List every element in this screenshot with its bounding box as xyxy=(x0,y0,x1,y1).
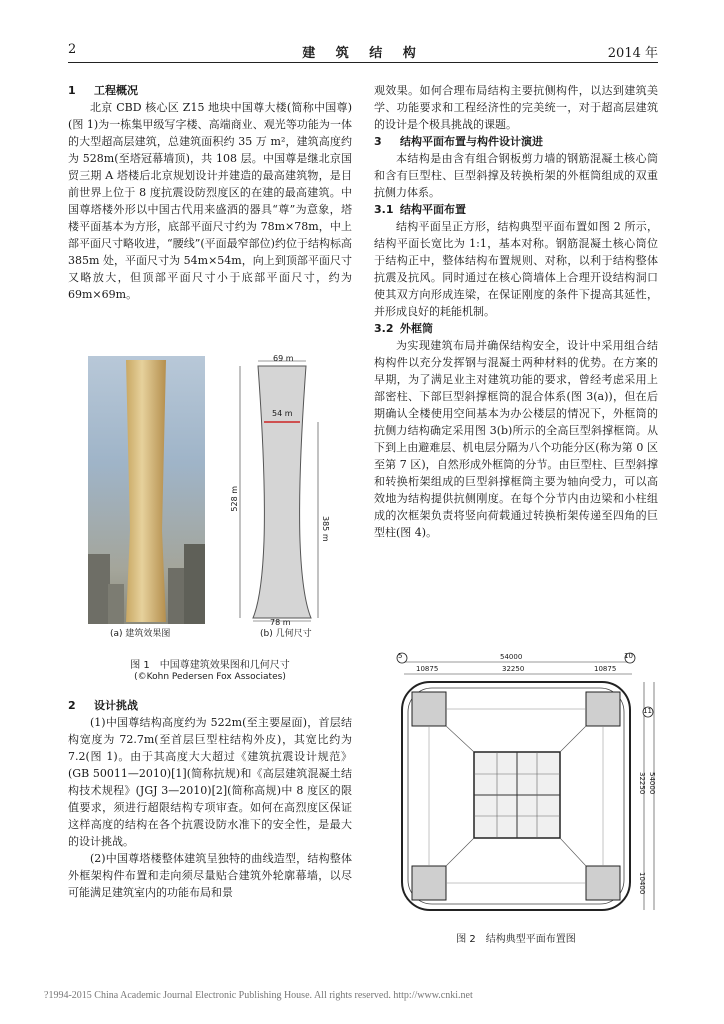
dim-waist: 54 m xyxy=(272,409,293,418)
figure-2-plan xyxy=(382,652,660,922)
left-column-bottom xyxy=(68,697,352,901)
dim-c: 10875 xyxy=(594,665,617,673)
rendering-image xyxy=(88,356,205,624)
dim-top: 69 m xyxy=(273,354,294,363)
continued-paragraph: 观效果。如何合理布局结构主要抗侧构件，以达到建筑美学、功能要求和工程经济性的完美统一，对于超高层建筑的设计是个极具挑战的课题。 xyxy=(374,84,658,131)
section-2-paragraph-2: (2)中国尊塔楼整体建筑呈独特的曲线造型，结构整体外框架构件布置和走向须尽量贴合建筑外轮廓幕墙，以尽可能满足建筑室内的功能布局和景 xyxy=(68,852,352,899)
grid-5: 5 xyxy=(398,652,403,660)
right-column xyxy=(374,82,658,541)
dim-b: 32250 xyxy=(502,665,525,673)
dim-385: 385 m xyxy=(321,516,330,542)
issue-year: 2014 年 xyxy=(607,46,658,61)
grid-10: 10 xyxy=(624,652,633,660)
dim-v2: 32250 xyxy=(638,772,646,795)
figure-1-caption: 图 1 中国尊建筑效果图和几何尺寸 xyxy=(130,660,290,671)
fig1-sub-b: (b) 几何尺寸 xyxy=(260,629,312,639)
dim-height: 528 m xyxy=(230,486,239,512)
geometry-diagram xyxy=(228,356,328,624)
figure-1 xyxy=(88,354,330,639)
section-1-paragraph: 北京 CBD 核心区 Z15 地块中国尊大楼(简称中国尊)(图 1)为一栋集甲级写字楼、高端商业、观光等功能为一体的大型超高层建筑，总建筑面积约 35 万 m²，建筑高度约为 528m(至塔冠幕墙顶)，共 108 层。中国尊是继北京国贸三期 A 塔楼后北京规划设计并建造的最高建筑物，是目前世界上位于 8 度抗震设防烈度区的在建的最高建筑。中国尊塔楼外形以中国古代用来盛酒的器具“尊”为意象，塔楼平面基本为方形，底部平面尺寸约为 78m×78m，中上部平面尺寸略收进，“腰线”(平面最窄部位)约位于结构标高 385m 处，平面尺寸为 54m×54m，向上到顶部平面尺寸又略放大，但顶部平面尺寸小于底部平面尺寸，约为 69m×69m。 xyxy=(68,101,352,301)
dim-v1: 10400 xyxy=(638,872,646,895)
section-3-2-paragraph: 为实现建筑布局并确保结构安全，设计中采用组合结构构件以充分发挥钢与混凝土两种材料的优势。在方案的早期，为了满足业主对建筑功能的要求，曾经考虑采用上部密柱、下部巨型斜撑框筒的混合体系(图 3(a))，但在后期确认全楼使用空间基本为办公楼层的情况下，外框筒的抗侧力结构确定采用图 3(b)所示的全高巨型斜撑框筒。从下到上由避难层、机电层分隔为八个功能分区(称为第 0 区至第 7 区)，自然形成外框筒的分节。由巨型柱、巨型斜撑和转换桁架组成的巨型斜撑框筒主要为轴向受力，可以高效地为结构提供抗侧刚度。在每个分节内由边梁和小柱组成的次框架负责将竖向荷载通过转换桁架传递至四角的巨型柱(图 4)。 xyxy=(374,339,658,539)
fig1-sub-a: (a) 建筑效果图 xyxy=(110,629,171,639)
journal-title: 建 筑 结 构 xyxy=(302,46,424,61)
dim-bottom: 78 m xyxy=(270,618,291,627)
dim-total: 54000 xyxy=(500,653,523,661)
section-3-1-heading: 3.1 结构平面布置 xyxy=(374,203,466,216)
section-3-2-heading: 3.2 外框筒 xyxy=(374,322,433,335)
plan-drawing xyxy=(382,652,660,922)
section-2-heading: 2 设计挑战 xyxy=(68,699,138,712)
page-number: 2 xyxy=(68,42,77,57)
section-1-heading: 1 工程概况 xyxy=(68,84,138,97)
section-3-1-paragraph: 结构平面呈正方形，结构典型平面布置如图 2 所示，结构平面长宽比为 1:1，基本对称。钢筋混凝土核心筒位于结构正中，整体结构布置规则、对称，以利于结构整体抗震及抗风。同时通过在核心筒墙体上合理开设结构洞口使其双方向形成连梁，在保证刚度的条件下提高其延性，并形成良好的耗能机制。 xyxy=(374,220,658,318)
copyright-footer: ?1994-2015 China Academic Journal Electronic Publishing House. All rights reserved. http://www.cnki.net xyxy=(44,990,473,1001)
dim-v3: 54000 xyxy=(648,772,656,795)
page-header xyxy=(68,40,658,63)
figure-2-caption: 图 2 结构典型平面布置图 xyxy=(456,934,576,945)
grid-11: 11 xyxy=(643,707,652,715)
figure-1-credit: (©Kohn Pedersen Fox Associates) xyxy=(134,672,286,682)
tower-shape xyxy=(126,360,166,622)
section-3-paragraph: 本结构是由含有组合钢板剪力墙的钢筋混凝土核心筒和含有巨型柱、巨型斜撑及转换桁架的外框筒组成的双重抗侧力体系。 xyxy=(374,152,658,199)
dim-a: 10875 xyxy=(416,665,439,673)
section-3-heading: 3 结构平面布置与构件设计演进 xyxy=(374,135,543,148)
section-2-paragraph-1: (1)中国尊结构高度约为 522m(至主要屋面)，首层结构宽度为 72.7m(至首层巨型柱结构外皮)，其宽比约为 7.2(图 1)。由于其高度大大超过《建筑抗震设计规范》(GB 50011—2010)[1](简称抗规)和《高层建筑混凝土结构技术规程》(JGJ 3—2010)[2](简称高规)中 8 度区的限值要求，须进行超限结构专项审查。如何在高烈度区保证这样高度的结构在各个抗震设防水准下的安全性，是最大的设计挑战。 xyxy=(68,716,352,848)
left-column-top xyxy=(68,82,352,303)
